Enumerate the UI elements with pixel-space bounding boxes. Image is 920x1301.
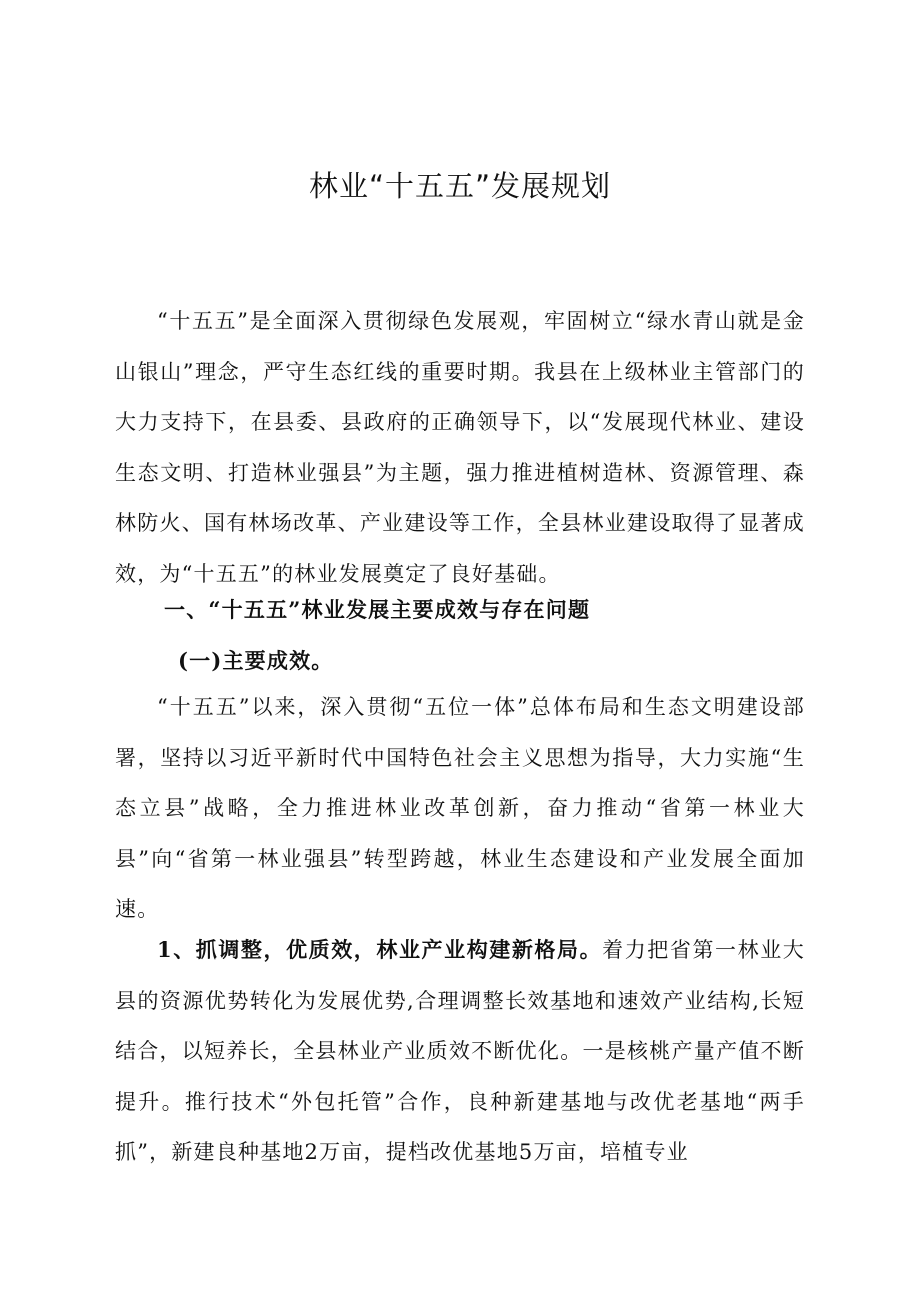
item-paragraph <box>115 925 805 1178</box>
intro-paragraph: “十五五”是全面深入贯彻绿色发展观，牢固树立“绿水青山就是金山银山”理念，严守生态红线的重要时期。我县在上级林业主管部门的大力支持下，在县委、县政府的正确领导下，以“发展现代林业、建设生态文明、打造林业强县”为主题，强力推进植树造林、资源管理、森林防火、国有林场改革、产业建设等工作，全县林业建设取得了显著成效，为“十五五”的林业发展奠定了良好基础。 <box>115 309 805 586</box>
document-title: 林业“十五五”发展规划 <box>308 169 612 203</box>
item-body: 着力把省第一林业大县的资源优势转化为发展优势,合理调整长效基地和速效产业结构,长短结合，以短养长，全县林业产业质效不断优化。一是核桃产量产值不断提升。推行技术“外包托管”合作，良种新建基地与改优老基地“两手抓”，新建良种基地2万亩，提档改优基地5万亩，培植专业 <box>115 938 805 1165</box>
item-lead: 1、抓调整，优质效，林业产业构建新格局。 <box>157 937 603 962</box>
achievements-paragraph: “十五五”以来，深入贯彻“五位一体”总体布局和生态文明建设部署，坚持以习近平新时代中国特色社会主义思想为指导，大力实施“生态立县”战略，全力推进林业改革创新，奋力推动“省第一林业大县”向“省第一林业强县”转型跨越，林业生态建设和产业发展全面加速。 <box>115 695 805 922</box>
section-heading: 一、“十五五”林业发展主要成效与存在问题 <box>164 597 591 622</box>
subsection-heading: (一)主要成效。 <box>178 648 334 673</box>
